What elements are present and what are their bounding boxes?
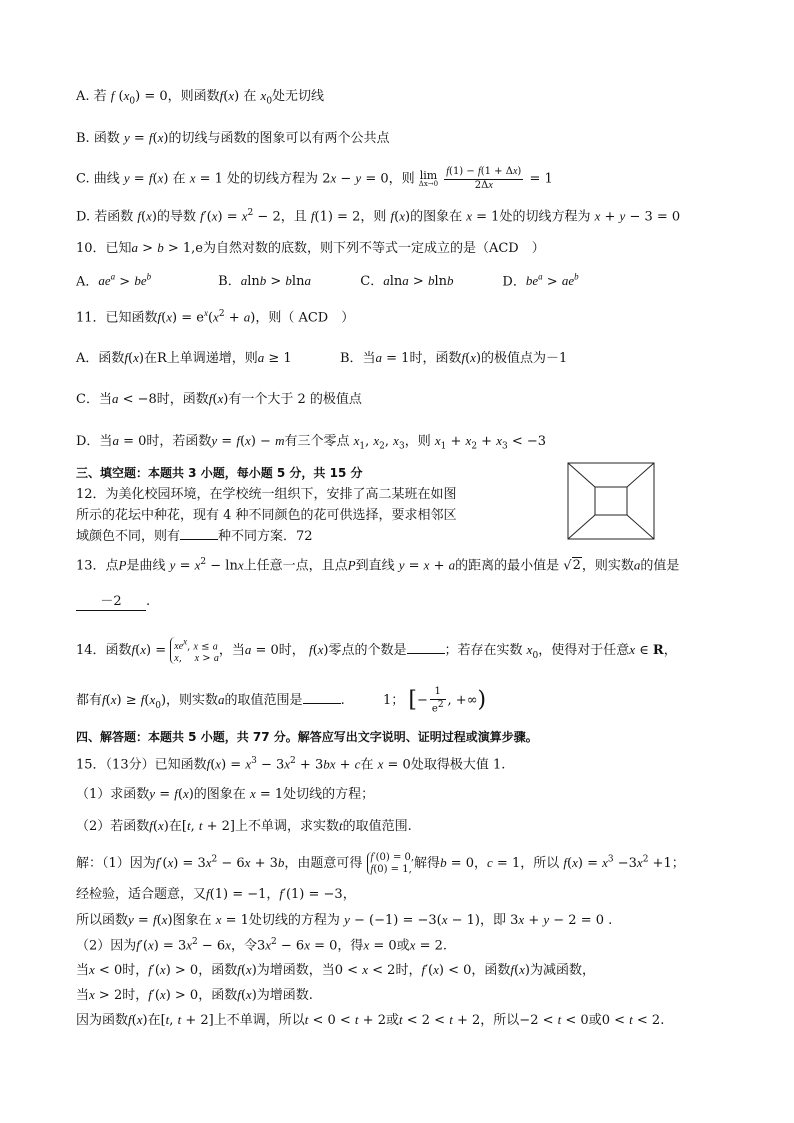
solution-line1: 解：（1）因为$f'(x) = 3x^2 - 6x + 3b$，由题意可得 f′(0) = 0, f(0) = 1, 解得b = 0，c = 1，所以 $f(x) = x^3 -3x^2 +1$； bbox=[76, 852, 685, 875]
diagonal-top-left bbox=[568, 463, 595, 487]
question-12-line2: 所示的花坛中种花，现有 4 种不同颜色的花可供选择，要求相邻区 bbox=[76, 508, 457, 523]
question-12-line3: 域颜色不同，则有 种不同方案．72 bbox=[76, 529, 313, 544]
question-10: 10．已知a > b > 1,e为自然对数的底数，则下列不等式一定成立的是（ACD ） bbox=[76, 240, 545, 256]
question-13-answer: －2 . bbox=[76, 594, 150, 611]
solution-line5: 当x < 0时，f′(x) > 0，函数f(x)为增函数，当0 < x < 2时，f′(x) < 0，函数f(x)为减函数， bbox=[76, 962, 595, 978]
question-11: 11．已知函数$f(x) = e^x(x^2 + a)$，则（ ACD ） bbox=[76, 308, 355, 326]
diagonal-bottom-right bbox=[627, 515, 654, 539]
section-3-title: 三、填空题：本题共 3 小题，每小题 5 分，共 15 分 bbox=[76, 466, 363, 480]
question-11-a: A．函数f(x)在R上单调递增，则a ≥ 1 B．当a = 1时，函数f(x)的极值点为－1 bbox=[76, 350, 568, 366]
question-12-line1: 12．为美化校园环境，在学校统一组织下，安排了高二某班在如图 bbox=[76, 487, 457, 502]
question-11-d: D．当a = 0时，若函数y = f(x) − m有三个零点 $x_1$, $x_2$, $x_3$，则 $x_1 + x_2 + x_3 < -3$ bbox=[76, 433, 547, 452]
diagonal-top-right bbox=[627, 463, 654, 487]
question-15: 15．（13分）已知函数$f(x) = x^3 - 3x^2 + 3bx + c$在 x = 0处取得极大值 1. bbox=[76, 756, 506, 773]
question-14: 14．函数$f(x) = xe^x$, x ≤ a x, x > a，当a = 0时， f(x)零点的个数是 ；若存在实数 $x_0$，使得对于任意x ∈ R， bbox=[76, 637, 677, 664]
solution-line2: 经检验，适合题意，又f(1) = −1，f′(1) = −3， bbox=[76, 886, 356, 902]
question-10-choices: A．$ae^a > be^b$ B．alnb > blna C．alna > blnb D．$be^a > ae^b$ bbox=[76, 272, 579, 290]
solution-line3: 所以函数y = f(x)图象在 x = 1处切线的方程为 y − (−1) = −3(x − 1)，即 3x + y − 2 = 0 . bbox=[76, 912, 613, 928]
option-c: C. 曲线 y = f(x) 在 x = 1 处的切线方程为 2x − y = 0，则 lim Δx→0 $\frac{f(1) - f(1 + \Delta x)}{2\Delta x}$ = 1 bbox=[76, 166, 553, 191]
solution-line4: （2）因为$f'(x) = 3x^2 - 6x$，令$3x^2 - 6x = 0$，得x = 0或x = 2. bbox=[76, 937, 448, 954]
question-13: 13．点P是曲线 $y = x^2 - \ln x$上任意一点，且点P到直线 y = x + a的距离的最小值是 √2，则实数a的值是 bbox=[76, 557, 680, 574]
solution-line7: 因为函数f(x)在[t, t + 2]上不单调，所以t < 0 < t + 2或t < 2 < t + 2，所以−2 < t < 0或0 < t < 2. bbox=[76, 1012, 665, 1028]
inner-square bbox=[595, 487, 627, 515]
diagonal-bottom-left bbox=[568, 515, 595, 539]
question-14-line2: 都有$f(x) \ge f(x_0)$，则实数a的取值范围是 . 1； [− $\frac{1}{e^2}$ , +∞) bbox=[76, 686, 487, 714]
option-a: A. 若 f $(x_0) = 0$，则函数f(x) 在 $x_0$处无切线 bbox=[76, 88, 325, 107]
question-15-part1: （1）求函数y = f(x)的图象在 x = 1处切线的方程； bbox=[76, 786, 375, 802]
solution-line6: 当x > 2时，f′(x) > 0，函数f(x)为增函数. bbox=[76, 987, 313, 1003]
flowerbed-figure bbox=[567, 462, 655, 540]
option-b: B. 函数 y = f(x)的切线与函数的图象可以有两个公共点 bbox=[76, 130, 390, 146]
question-11-c: C．当a < −8时，函数f(x)有一个大于 2 的极值点 bbox=[76, 391, 362, 407]
section-4-title: 四、解答题：本题共 5 小题，共 77 分。解答应写出文字说明、证明过程或演算步骤。 bbox=[76, 730, 538, 744]
question-15-part2: （2）若函数f(x)在[t, t + 2]上不单调，求实数t的取值范围. bbox=[76, 818, 412, 834]
option-d: D. 若函数 f(x)的导数 $f'(x) = x^2 - 2$，且 f(1) = 2，则 f(x)的图象在 x = 1处的切线方程为 x + y − 3 = 0 bbox=[76, 208, 681, 225]
